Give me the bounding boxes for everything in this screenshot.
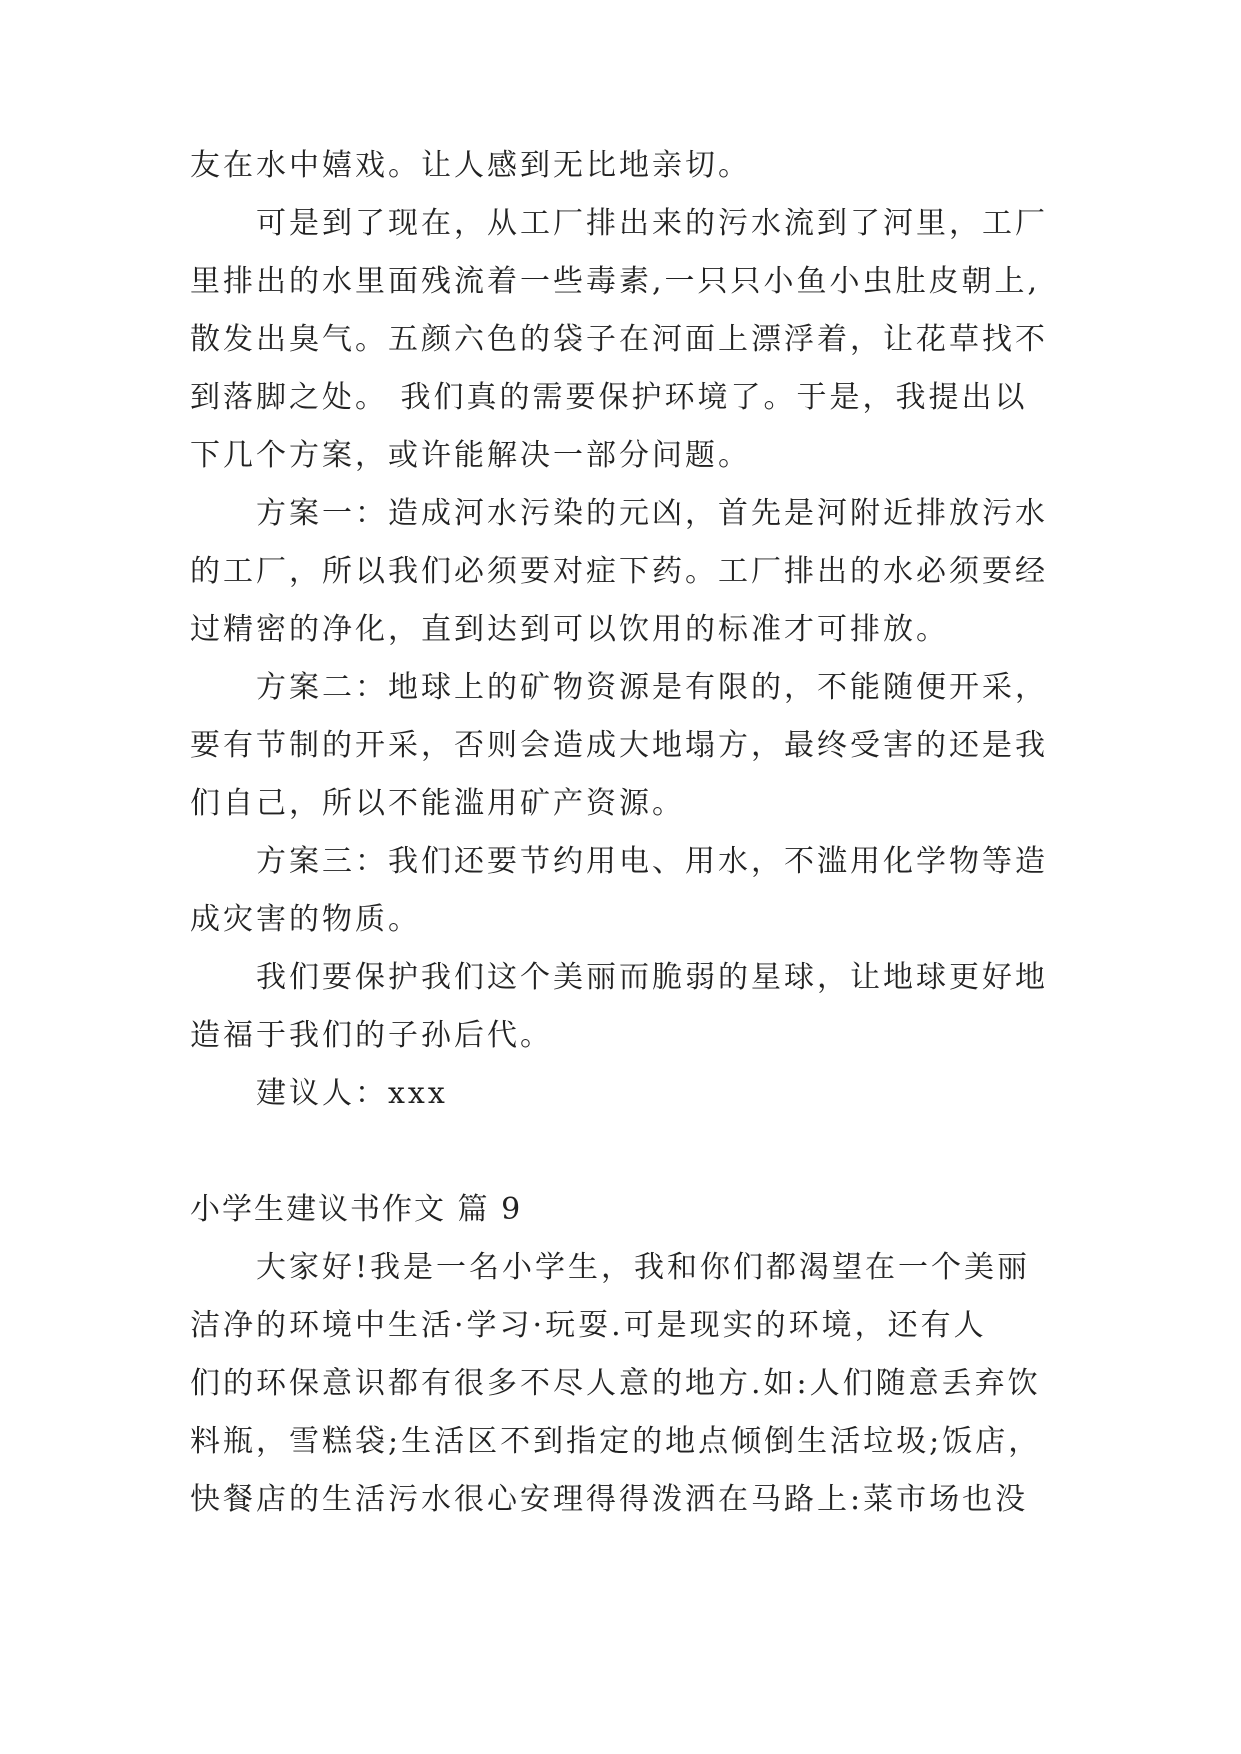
- text-line: 造福于我们的子孙后代。: [190, 1018, 553, 1053]
- text-line: 方案三：我们还要节约用电、用水，不滥用化学物等造: [256, 844, 1048, 879]
- text-line: 料瓶，雪糕袋;生活区不到指定的地点倾倒生活垃圾;饭店，: [190, 1424, 1042, 1459]
- text-line: 我们要保护我们这个美丽而脆弱的星球，让地球更好地: [256, 960, 1048, 995]
- signature-line: 建议人：xxx: [256, 1076, 448, 1111]
- text-line: 方案二：地球上的矿物资源是有限的，不能随便开采，: [256, 670, 1048, 705]
- text-line: 洁净的环境中生活·学习·玩耍.可是现实的环境，还有人: [190, 1308, 987, 1343]
- text-line: 成灾害的物质。: [190, 902, 421, 937]
- text-line: 可是到了现在，从工厂排出来的污水流到了河里，工厂: [256, 206, 1048, 241]
- text-line: 的工厂，所以我们必须要对症下药。工厂排出的水必须要经: [190, 554, 1048, 589]
- text-line: 下几个方案，或许能解决一部分问题。: [190, 438, 751, 473]
- text-line: 快餐店的生活污水很心安理得得泼洒在马路上:菜市场也没: [190, 1482, 1029, 1517]
- text-line: 散发出臭气。五颜六色的袋子在河面上漂浮着，让花草找不: [190, 322, 1048, 357]
- text-line: 大家好!我是一名小学生，我和你们都渴望在一个美丽: [256, 1250, 1031, 1285]
- text-line: 里排出的水里面残流着一些毒素,一只只小鱼小虫肚皮朝上,: [190, 264, 1041, 299]
- text-line: 过精密的净化，直到达到可以饮用的标准才可排放。: [190, 612, 949, 647]
- text-line: 友在水中嬉戏。让人感到无比地亲切。: [190, 148, 751, 183]
- text-line: 要有节制的开采，否则会造成大地塌方，最终受害的还是我: [190, 728, 1048, 763]
- text-line: 方案一：造成河水污染的元凶，首先是河附近排放污水: [256, 496, 1048, 531]
- text-line: 们自己，所以不能滥用矿产资源。: [190, 786, 685, 821]
- section-heading: 小学生建议书作文 篇 9: [190, 1192, 523, 1227]
- text-line: 到落脚之处。 我们真的需要保护环境了。于是，我提出以: [190, 380, 1028, 415]
- text-line: 们的环保意识都有很多不尽人意的地方.如:人们随意丢弃饮: [190, 1366, 1041, 1401]
